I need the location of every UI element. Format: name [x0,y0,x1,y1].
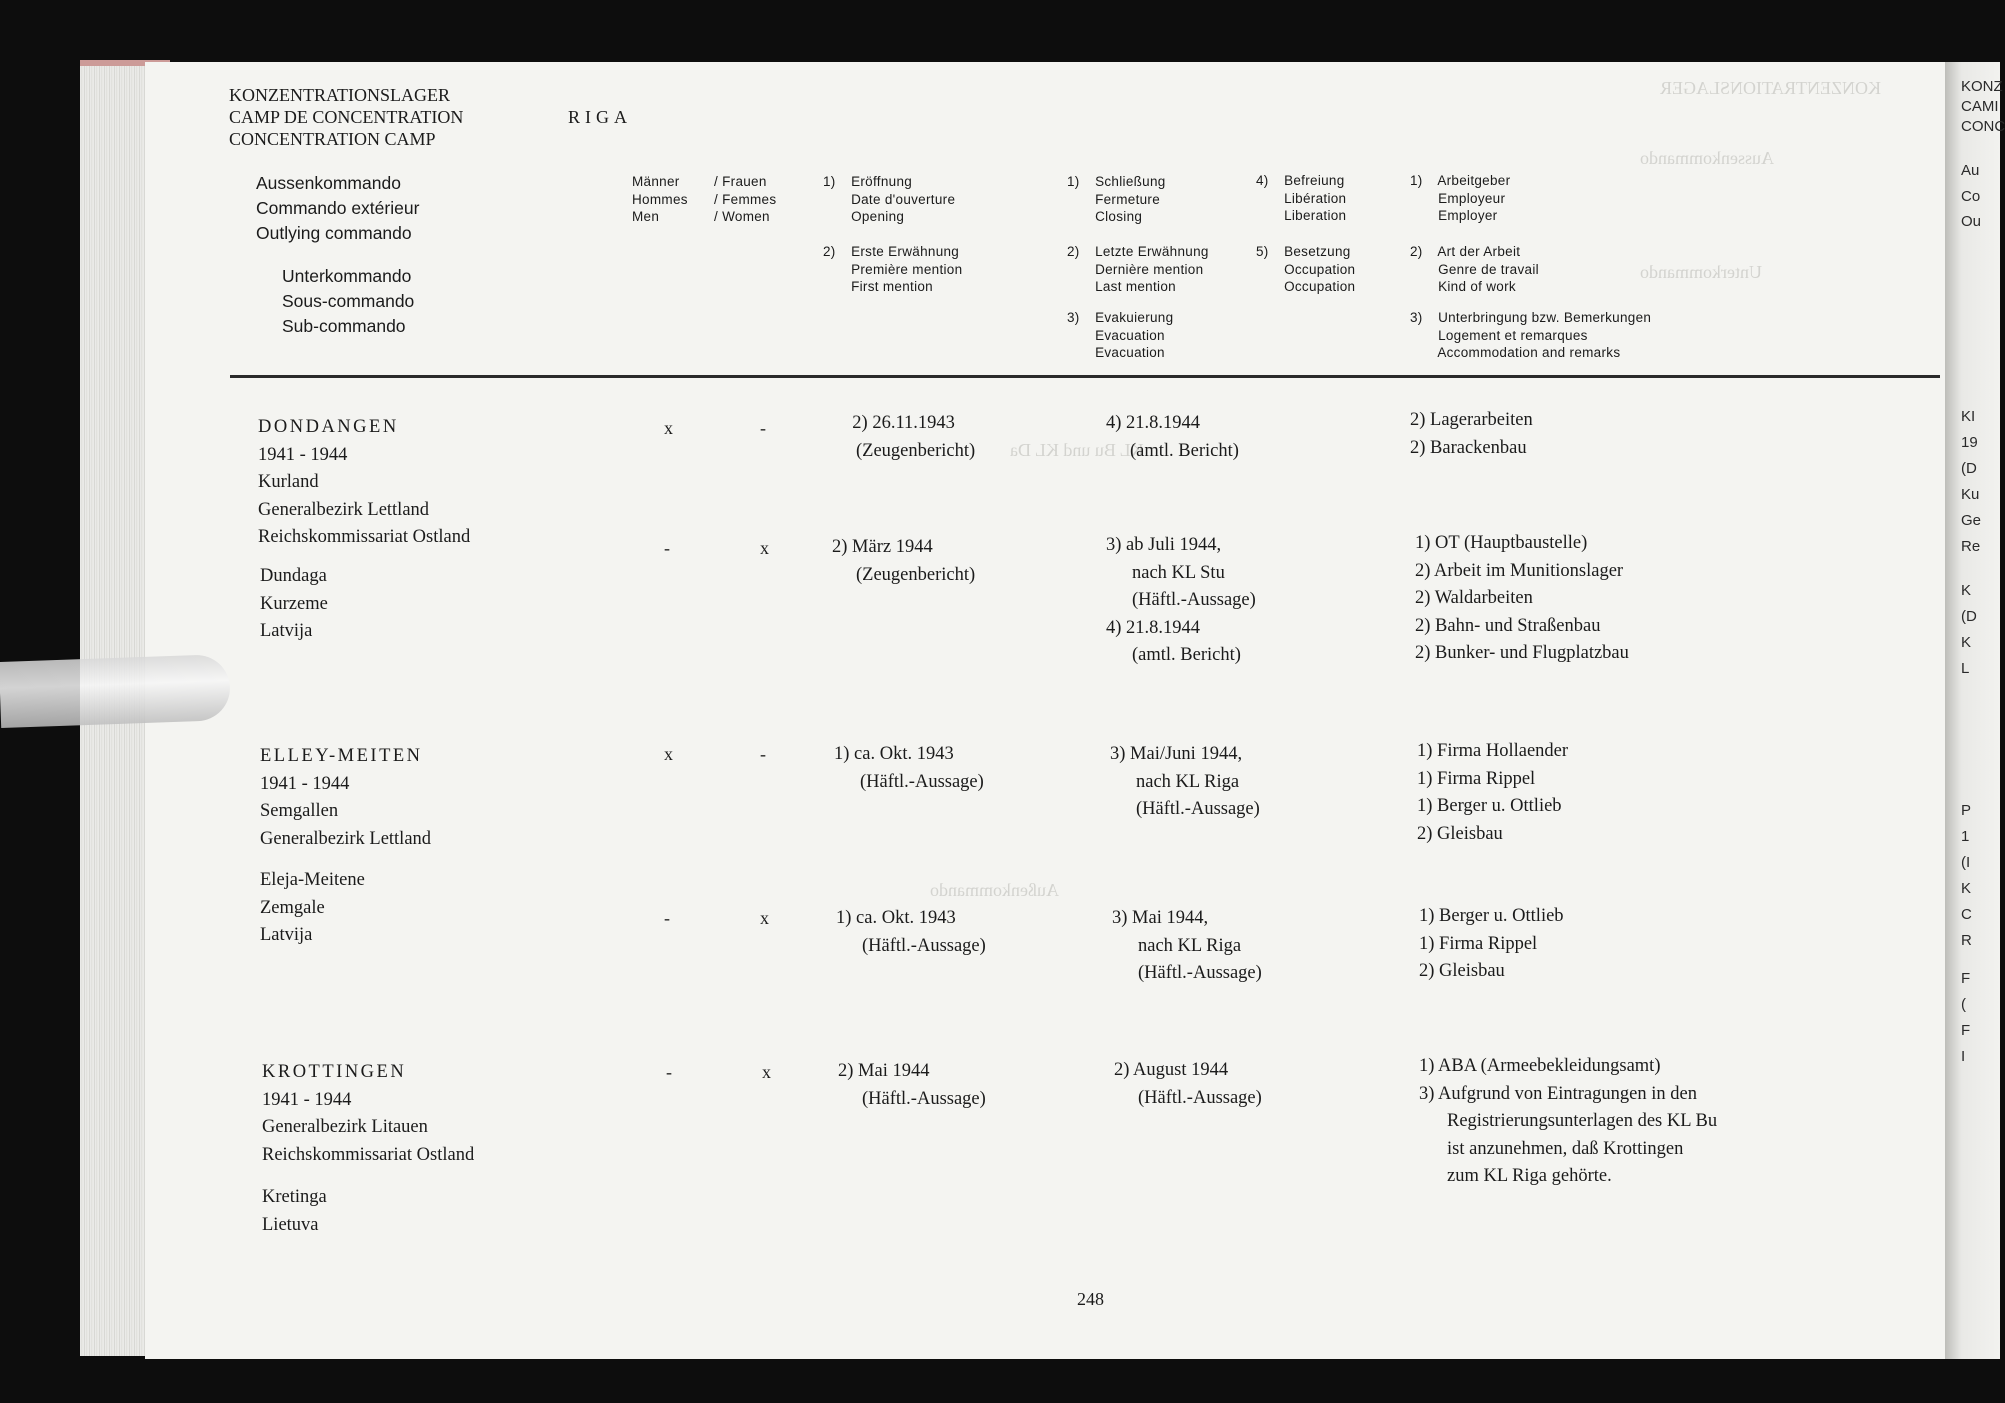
entry-dondangen-closing-b [1106,532,1256,670]
entry-krottingen-location [262,1059,474,1169]
men-mark: x [664,418,673,438]
label: Kind of work [1438,279,1516,294]
remark: zum KL Riga gehörte. [1447,1166,1612,1186]
source: (Häftl.-Aussage) [860,771,984,792]
col-num: 1) [1410,173,1423,188]
entry-krottingen-closing [1114,1057,1262,1112]
col-num: 3) [1410,310,1423,325]
edge-text: C [1961,906,1972,923]
source: (Häftl.-Aussage) [1132,590,1256,610]
entry-district: Generalbezirk Lettland [258,499,430,520]
label: Evakuierung [1095,310,1174,325]
local-name: Eleja-Meitene [260,870,365,890]
entry-elley-meiten-work-b [1419,903,1564,986]
source: (amtl. Bericht) [1130,440,1239,461]
source: (Häftl.-Aussage) [862,935,986,956]
work-item: 2) Barackenbau [1410,437,1527,458]
label: Occupation [1284,279,1356,294]
entry-dondangen-work-b [1415,530,1629,668]
local-name: Kurzeme [260,593,328,614]
col-header-occupation [1256,243,1355,296]
edge-text: K [1961,880,1972,897]
label: Evacuation [1095,327,1165,343]
unter-fr: Sous-commando [282,291,415,311]
header-rule [230,375,1940,378]
label: Unterbringung bzw. Bemerkungen [1438,310,1652,325]
edge-text: Co [1961,188,1981,205]
label: Last mention [1095,279,1176,294]
page-clip [0,654,231,728]
aussen-en: Outlying commando [256,223,412,243]
camp-label-fr: CAMP DE CONCENTRATION [229,107,464,127]
men-mark: x [664,744,673,764]
page-number: 248 [1077,1289,1104,1309]
label: Eröffnung [851,174,913,189]
label: Letzte Erwähnung [1095,244,1209,259]
work-item: 2) Bahn- und Straßenbau [1415,615,1601,636]
col-num: 2) [1410,244,1423,259]
remark: ist anzunehmen, daß Krottingen [1447,1138,1684,1159]
edge-text: I [1961,1048,1966,1065]
source: (Häftl.-Aussage) [1136,799,1260,819]
label: Genre de travail [1438,261,1539,277]
edge-text: F [1961,970,1971,987]
date: 2) 26.11.1943 [852,413,955,433]
col-num: 3) [1067,310,1080,325]
col-header-closing [1067,173,1166,226]
entry-elley-meiten-opening-a [834,741,984,796]
entry-region: Kurland [258,472,319,492]
col-header-liberation [1256,172,1346,225]
remark: 3) Aufgrund von Eintragungen in den [1419,1083,1697,1104]
date: 3) Mai/Juni 1944, [1110,744,1243,764]
source: (Häftl.-Aussage) [862,1088,986,1109]
men-de: Männer [632,174,680,189]
edge-text: (I [1961,854,1971,871]
bleed-through-text: KL Bu und KL Da [1010,440,1144,460]
col-header-employer [1410,172,1510,225]
camp-label-de: KONZENTRATIONSLAGER [229,85,450,105]
local-name: Dundaga [260,566,327,586]
local-name: Latvija [260,621,313,641]
entry-elley-meiten-closing-a [1110,741,1260,824]
header-camp-labels [229,84,463,150]
work-item: 2) Waldarbeiten [1415,588,1533,608]
entry-elley-meiten-closing-b [1112,905,1262,988]
entry-commissariat: Reichskommissariat Ostland [262,1144,475,1165]
work-item: 2) Arbeit im Munitionslager [1415,560,1624,581]
work-item: 1) ABA (Armeebekleidungsamt) [1419,1056,1661,1076]
local-name: Latvija [260,925,313,945]
entry-name: DONDANGEN [258,417,399,437]
entry-dondangen-location [258,414,470,552]
entry-dondangen-work-a [1410,407,1533,462]
edge-text: L [1961,660,1970,677]
work-item: 2) Lagerarbeiten [1410,410,1533,430]
men-en: Men [632,209,660,224]
date: 3) ab Juli 1944, [1106,535,1222,555]
source: (Häftl.-Aussage) [1138,963,1262,983]
camp-name: RIGA [568,107,632,127]
col-header-last-mention [1067,243,1209,296]
women-mark: x [760,908,769,928]
aussenkommando-labels [256,171,419,246]
work-item: 1) Firma Hollaender [1417,741,1569,761]
label: Employer [1438,208,1498,223]
edge-text: Ge [1961,512,1982,529]
label: Closing [1095,209,1143,224]
edge-text: Ou [1961,213,1982,230]
work-item: 1) Firma Rippel [1419,933,1538,954]
women-mark: - [760,418,766,438]
entry-elley-meiten-opening-b [836,905,986,960]
source: (amtl. Bericht) [1132,645,1241,665]
col-num: 2) [1067,244,1080,259]
women-mark: x [760,538,769,558]
label: Logement et remarques [1438,327,1588,343]
label: Evacuation [1095,345,1165,360]
work-item: 1) OT (Hauptbaustelle) [1415,533,1588,553]
source: (Zeugenbericht) [856,564,976,585]
destination: nach KL Stu [1132,562,1225,583]
next-page-edge [1955,70,2005,1360]
remark: Registrierungsunterlagen des KL Bu [1447,1111,1718,1131]
women-de: / Frauen [714,174,767,189]
men-mark: - [664,908,670,928]
unter-de: Unterkommando [282,266,412,286]
edge-text: Re [1961,538,1981,555]
unterkommando-labels [282,264,414,339]
work-item: 2) Bunker- und Flugplatzbau [1415,643,1629,663]
col-num: 2) [823,244,836,259]
date: 1) ca. Okt. 1943 [834,744,954,764]
label: Arbeitgeber [1437,173,1511,188]
edge-text: K [1961,582,1972,599]
work-item: 2) Gleisbau [1419,961,1505,981]
work-item: 1) Berger u. Ottlieb [1419,906,1564,926]
men-mark: - [664,538,670,558]
local-name: Lietuva [262,1214,319,1235]
entry-dondangen-local-names [260,563,328,646]
date: 2) August 1944 [1114,1060,1229,1080]
col-header-work [1410,243,1539,296]
col-header-first-mention [823,243,962,296]
edge-text: K [1961,634,1972,651]
col-header-evacuation [1067,309,1173,362]
local-name: Zemgale [260,897,325,918]
edge-text: 1 [1961,828,1970,845]
women-en: / Women [714,209,770,224]
entry-krottingen-work [1419,1053,1717,1191]
label: Erste Erwähnung [851,244,960,259]
label: Befreiung [1284,173,1345,188]
label: Opening [851,209,905,224]
col-num: 5) [1256,244,1269,259]
label: Libération [1284,190,1347,206]
label: First mention [851,279,933,294]
edge-text: 19 [1961,434,1978,451]
work-item: 1) Berger u. Ottlieb [1417,796,1562,816]
label: Occupation [1284,261,1356,277]
work-item: 1) Firma Rippel [1417,768,1536,789]
edge-text: Ku [1961,486,1980,503]
entry-years: 1941 - 1944 [262,1089,352,1110]
bleed-through-text: Aussenkommando [1640,148,1774,168]
bleed-through-text: Unterkommando [1640,262,1762,282]
label: Accommodation and remarks [1437,345,1621,360]
entry-district: Generalbezirk Lettland [260,828,432,849]
label: Dernière mention [1095,261,1204,277]
women-mark: - [760,744,766,764]
bleed-through-text: KONZENTRATIONSLAGER [1660,78,1881,98]
edge-text: KI [1961,408,1976,425]
entry-elley-meiten-local-names [260,867,365,950]
col-header-remarks [1410,309,1651,362]
bleed-through-text: Außenkommando [930,880,1059,900]
entry-krottingen-opening [838,1058,986,1113]
entry-years: 1941 - 1944 [260,773,350,794]
entry-dondangen-closing-a [1106,410,1239,465]
entry-dondangen-opening-b [832,534,975,589]
destination: nach KL Riga [1136,771,1240,792]
local-name: Kretinga [262,1187,327,1207]
men-fr: Hommes [632,191,688,207]
label: Schließung [1095,174,1166,189]
date: 1) ca. Okt. 1943 [836,908,956,928]
entry-district: Generalbezirk Litauen [262,1117,428,1137]
destination: nach KL Riga [1138,935,1242,956]
col-header-opening [823,173,955,226]
edge-text: R [1961,932,1972,949]
label: Besetzung [1284,244,1351,259]
date: 2) Mai 1944 [838,1061,930,1081]
aussen-de: Aussenkommando [256,173,401,193]
source: (Häftl.-Aussage) [1138,1087,1262,1108]
women-fr: / Femmes [714,191,777,207]
work-item: 2) Gleisbau [1417,823,1503,844]
label: Art der Arbeit [1437,244,1521,259]
label: Première mention [851,261,963,277]
unter-en: Sub-commando [282,316,406,336]
entry-name: ELLEY-MEITEN [260,746,423,766]
entry-region: Semgallen [260,801,339,821]
label: Employeur [1438,190,1506,206]
source: (Zeugenbericht) [856,440,976,461]
entry-commissariat: Reichskommissariat Ostland [258,527,471,547]
label: Liberation [1284,208,1347,223]
entry-years: 1941 - 1944 [258,444,348,465]
women-mark: x [762,1062,771,1082]
col-num: 4) [1256,173,1269,188]
camp-label-en: CONCENTRATION CAMP [229,129,436,149]
entry-krottingen-local-names [262,1184,327,1239]
col-num: 1) [823,174,836,189]
col-header-men-women [632,173,776,226]
edge-text: CAMI [1961,98,1999,115]
edge-text: KONZ [1961,78,2003,95]
edge-text: ( [1961,996,1966,1013]
col-num: 1) [1067,174,1080,189]
date: 2) März 1944 [832,537,933,557]
edge-text: (D [1961,460,1977,477]
men-mark: - [666,1062,672,1082]
edge-text: P [1961,802,1972,819]
entry-elley-meiten-work-a [1417,738,1568,848]
date: 4) 21.8.1944 [1106,413,1201,433]
edge-text: (D [1961,608,1977,625]
edge-text: CONC [1961,118,2005,135]
label: Date d'ouverture [851,191,956,207]
entry-elley-meiten-location [260,743,431,853]
entry-dondangen-opening-a [832,410,975,465]
date: 3) Mai 1944, [1112,908,1209,928]
date: 4) 21.8.1944 [1106,617,1201,638]
edge-text: F [1961,1022,1971,1039]
aussen-fr: Commando extérieur [256,198,420,218]
label: Fermeture [1095,191,1161,207]
entry-name: KROTTINGEN [262,1062,407,1082]
edge-text: Au [1961,162,1980,179]
